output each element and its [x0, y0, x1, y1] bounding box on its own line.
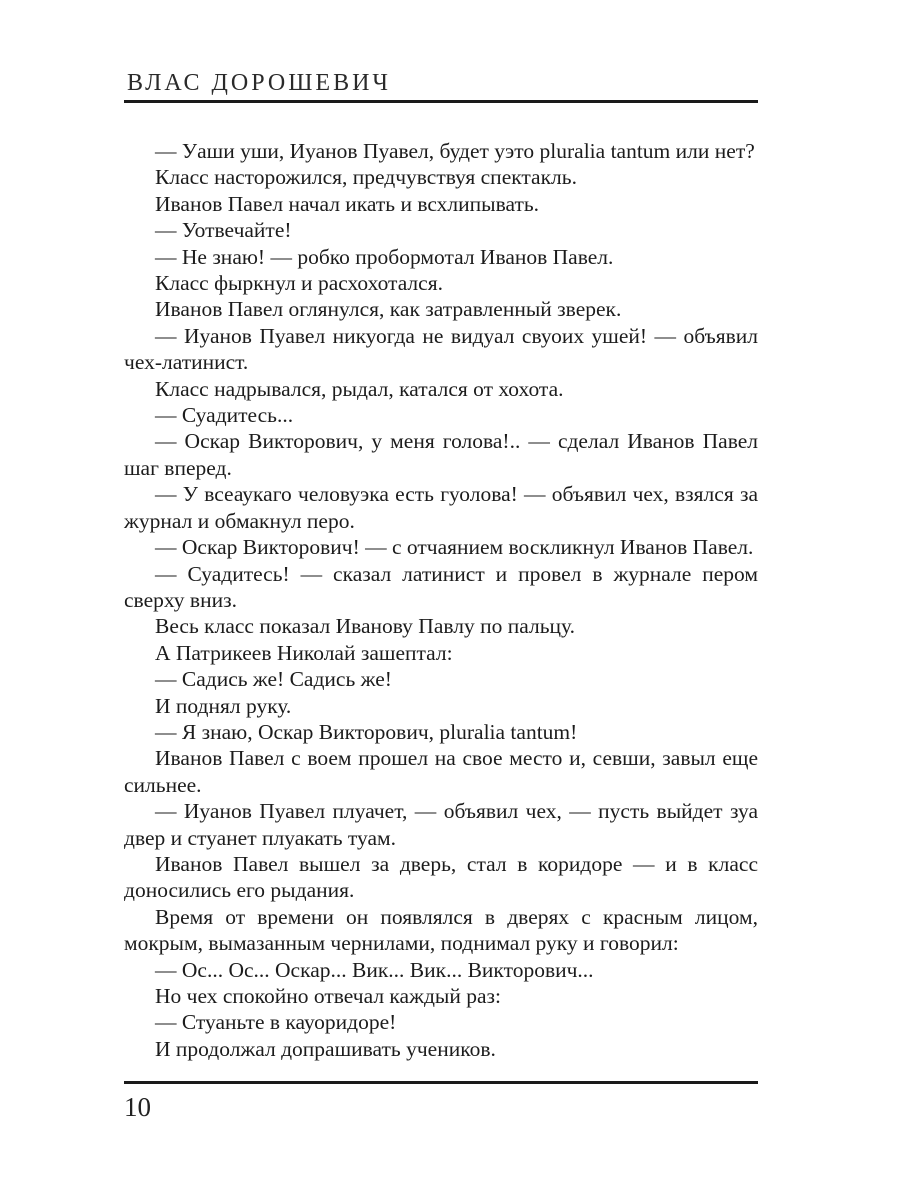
- paragraph: Весь класс показал Иванову Павлу по пальцу.: [155, 614, 575, 639]
- paragraph: — Суадитесь! — сказал латинист и провел в журнале пером сверху вниз.: [124, 561, 758, 612]
- paragraph: — Стуаньте в кауоридоре!: [155, 1010, 397, 1035]
- paragraph: Класс насторожился, предчувствуя спектакль.: [155, 165, 577, 190]
- paragraph: А Патрикеев Николай зашептал:: [155, 640, 453, 665]
- paragraph: — Уаши уши, Иуанов Пуавел, будет уэто pluralia tantum или нет?: [155, 139, 755, 163]
- footer-rule: [124, 1081, 758, 1084]
- paragraph: — Иуанов Пуавел никуогда не видуал свуоих ушей! — объявил чех-латинист.: [124, 323, 758, 375]
- paragraph: — Оскар Викторович! — с отчаянием воскликнул Иванов Павел.: [155, 535, 754, 560]
- paragraph: Иванов Павел начал икать и всхлипывать.: [155, 191, 540, 216]
- paragraph: И продолжал допрашивать учеников.: [155, 1036, 496, 1061]
- paragraph: — Садись же! Садись же!: [155, 667, 392, 692]
- paragraph: — Иуанов Пуавел плуачет, — объявил чех, — пусть выйдет зуа двер и стуанет плуакать туам.: [124, 799, 758, 850]
- paragraph: — У всеаукаго человуэка есть гуолова! — объявил чех, взялся за журнал и обмакнул перо.: [124, 482, 758, 533]
- body-text: [124, 138, 758, 1062]
- paragraph: Время от времени он появлялся в дверях с красным лицом, мокрым, вымазанным чернилами, поднимал руку и говорил:: [124, 904, 758, 956]
- paragraph: Иванов Павел вышел за дверь, стал в коридоре — и в класс доносились его рыдания.: [124, 851, 758, 903]
- page-number: 10: [124, 1092, 151, 1122]
- paragraph: — Оскар Викторович, у меня голова!.. — сделал Иванов Павел шаг вперед.: [124, 429, 758, 480]
- paragraph: — Я знаю, Оскар Викторович, pluralia tantum!: [155, 719, 578, 744]
- paragraph: Класс надрывался, рыдал, катался от хохота.: [155, 376, 564, 401]
- paragraph: — Уотвечайте!: [155, 218, 292, 243]
- paragraph: Но чех спокойно отвечал каждый раз:: [155, 984, 501, 1008]
- paragraph: Иванов Павел с воем прошел на свое место и, севши, завыл еще сильнее.: [124, 746, 758, 797]
- header-rule: [124, 100, 758, 103]
- paragraph: И поднял руку.: [155, 693, 292, 718]
- paragraph: Иванов Павел оглянулся, как затравленный зверек.: [155, 297, 622, 322]
- paragraph: — Ос... Ос... Оскар... Вик... Вик... Викторович...: [155, 957, 594, 982]
- running-head: ВЛАС ДОРОШЕВИЧ: [127, 70, 391, 96]
- paragraph: — Суадитесь...: [155, 403, 294, 428]
- paragraph: — Не знаю! — робко пробормотал Иванов Павел.: [155, 244, 614, 269]
- paragraph: Класс фыркнул и расхохотался.: [155, 271, 443, 296]
